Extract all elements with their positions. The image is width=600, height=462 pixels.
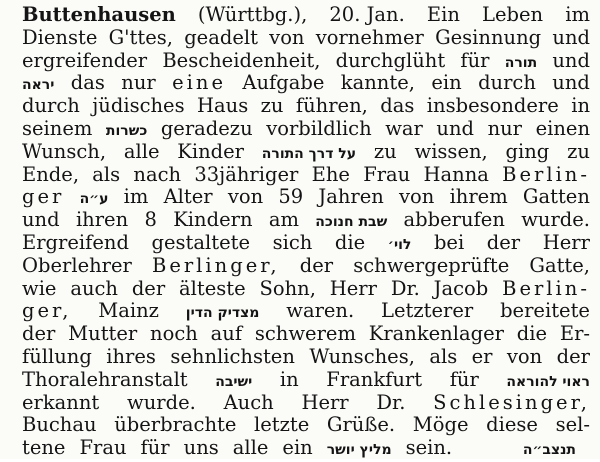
date: 20. Jan. xyxy=(329,3,405,26)
word: Ein xyxy=(426,3,460,26)
word: zu xyxy=(567,139,590,163)
word: 33jähriger xyxy=(194,162,299,186)
word: sehnlichsten xyxy=(170,344,295,368)
word: von xyxy=(399,185,435,209)
word: Jahren xyxy=(318,185,384,209)
name-emphasized: Schlesinger, xyxy=(433,390,590,414)
word: 8 xyxy=(144,208,157,232)
word: Er- xyxy=(559,322,590,346)
word: ein xyxy=(431,71,462,95)
word: tene xyxy=(22,436,66,460)
word: nur xyxy=(487,116,523,140)
word: Möge xyxy=(412,413,469,437)
emphasized-word: eine xyxy=(172,71,227,95)
hebrew-term: מצדיק הדין xyxy=(185,305,260,322)
text-line xyxy=(22,255,590,278)
word: uns xyxy=(183,436,219,460)
word: auf xyxy=(210,322,243,346)
word: Wunsch, xyxy=(22,139,107,163)
hebrew-term: על דרך התורה xyxy=(261,145,357,162)
hebrew-term: יראה xyxy=(22,77,55,94)
word: Kindern xyxy=(173,208,253,232)
word: Sohn, xyxy=(259,276,316,300)
name-emphasized: Berlin- xyxy=(502,276,590,300)
word: durch xyxy=(22,94,80,118)
word: war xyxy=(385,116,423,140)
word: Auch xyxy=(223,390,274,414)
word: zu xyxy=(260,94,284,118)
word: der xyxy=(486,230,521,254)
word: in xyxy=(279,367,299,391)
word: Grüße. xyxy=(326,413,396,437)
word: ein xyxy=(282,436,313,460)
word: Hanna xyxy=(423,162,489,186)
word: letzte xyxy=(254,413,310,437)
text-line xyxy=(22,323,590,346)
word: Gesinnung xyxy=(435,25,542,49)
word: waren. xyxy=(286,299,355,323)
word: er xyxy=(471,344,493,368)
word: vornehmer xyxy=(315,25,424,49)
text-line xyxy=(22,118,590,141)
word: jüdisches xyxy=(92,94,185,118)
word: Leben xyxy=(482,3,544,26)
word: 59 xyxy=(278,185,304,209)
hebrew-term: לוי׳ xyxy=(387,236,412,253)
region-name: (Württbg.), xyxy=(197,3,308,26)
text-line xyxy=(22,369,590,392)
word: wie xyxy=(22,276,57,300)
word: Oberlehrer xyxy=(22,253,132,277)
text-line xyxy=(22,414,590,437)
word: sel- xyxy=(555,413,590,437)
word: Frankfurt xyxy=(326,367,423,391)
hebrew-term: ראוי להוראה xyxy=(506,373,590,390)
word: schwerem xyxy=(254,322,356,346)
text-line xyxy=(22,209,590,232)
name-emphasized: ger xyxy=(22,185,65,209)
word: in xyxy=(571,94,590,118)
word: und xyxy=(552,71,590,95)
word: seinem xyxy=(22,116,93,140)
text-line xyxy=(22,300,590,323)
text-line xyxy=(22,392,590,415)
word: insbesondere xyxy=(426,94,559,118)
word: alle xyxy=(123,139,160,163)
place-name: Buttenhausen xyxy=(22,3,176,26)
word: ihres xyxy=(106,344,156,368)
word: das xyxy=(380,94,415,118)
word: Haus xyxy=(197,94,249,118)
word: Dienste xyxy=(22,25,98,49)
word: das xyxy=(70,71,105,95)
word: G'ttes, xyxy=(108,25,173,49)
word: Buchau xyxy=(22,413,97,437)
word: füllung xyxy=(22,344,92,368)
word: ging xyxy=(505,139,550,163)
word: und xyxy=(552,48,590,72)
word: Ende, xyxy=(22,162,80,186)
word: und xyxy=(22,208,60,232)
word: Herr xyxy=(301,390,349,414)
word: geradezu xyxy=(160,116,253,140)
word: Mutter xyxy=(68,322,138,346)
word: Bescheidenheit, xyxy=(162,48,321,72)
word: sich xyxy=(272,230,313,254)
word: noch xyxy=(150,322,198,346)
word: Kinder xyxy=(177,139,244,163)
word: sein. xyxy=(405,436,453,460)
word: diese xyxy=(486,413,538,437)
word: nach xyxy=(133,162,182,186)
word: der xyxy=(556,344,590,368)
text-line xyxy=(22,186,590,209)
text-line xyxy=(22,50,590,73)
word: wurde. xyxy=(521,208,590,232)
word: erkannt xyxy=(22,390,100,414)
hebrew-term: מליץ יושר xyxy=(326,442,392,459)
word: durchglüht xyxy=(335,48,446,72)
word: für xyxy=(460,48,490,72)
text-line xyxy=(22,164,590,187)
obituary-article xyxy=(22,4,590,460)
word: und xyxy=(552,25,590,49)
word: im xyxy=(123,185,149,209)
word: die xyxy=(516,322,548,346)
hebrew-term: ישיבה xyxy=(215,373,253,390)
word: Krankenlager xyxy=(368,322,504,346)
word: bereitete xyxy=(500,299,590,323)
hebrew-term: שבת חנוכה xyxy=(315,214,388,231)
name-emphasized: Berlinger, xyxy=(151,253,280,277)
word: nur xyxy=(121,71,156,95)
word: für xyxy=(449,367,479,391)
word: zu xyxy=(373,139,397,163)
word: wurde. xyxy=(127,390,196,414)
word: als xyxy=(429,344,458,368)
word: Ergreifend xyxy=(22,230,129,254)
word: Herr xyxy=(542,230,590,254)
word: Dr. xyxy=(390,276,420,300)
word: führen, xyxy=(295,94,368,118)
word: Gatte, xyxy=(529,253,590,277)
word: Ehe xyxy=(311,162,350,186)
word: wissen, xyxy=(414,139,488,163)
word: Alter xyxy=(163,185,213,209)
text-line xyxy=(22,232,590,255)
word: vorbildlich xyxy=(266,116,372,140)
word: von xyxy=(269,25,305,49)
word: abberufen xyxy=(403,208,505,232)
word: schwergeprüfte xyxy=(353,253,510,277)
word: am xyxy=(268,208,299,232)
word: kannte, xyxy=(340,71,415,95)
word: von xyxy=(506,344,543,368)
word: Herr xyxy=(329,276,377,300)
word: für xyxy=(140,436,170,460)
text-line xyxy=(22,27,590,50)
word: Jacob xyxy=(433,276,489,300)
word: Frau xyxy=(79,436,127,460)
word: auch xyxy=(70,276,118,300)
word: einen xyxy=(535,116,590,140)
word: gestaltete xyxy=(151,230,250,254)
word: alle xyxy=(232,436,269,460)
word: ihren xyxy=(75,208,129,232)
word: älteste xyxy=(179,276,246,300)
name-emphasized: ger, xyxy=(22,299,72,323)
word: Thoralehranstalt xyxy=(22,367,188,391)
hebrew-term: ע״ה xyxy=(79,191,109,208)
word: Frau xyxy=(363,162,411,186)
word: bei xyxy=(433,230,465,254)
word: die xyxy=(334,230,366,254)
word: überbrachte xyxy=(114,413,237,437)
text-line xyxy=(22,141,590,164)
word: geadelt xyxy=(184,25,258,49)
text-line xyxy=(22,95,590,118)
word: Dr. xyxy=(376,390,406,414)
word: ihrem xyxy=(449,185,508,209)
word: als xyxy=(92,162,121,186)
text-line xyxy=(22,437,590,460)
word: Letzterer xyxy=(381,299,474,323)
word: der xyxy=(22,322,56,346)
word: Wunsches, xyxy=(309,344,415,368)
word: Aufgabe xyxy=(242,71,325,95)
word: der xyxy=(299,253,334,277)
text-line xyxy=(22,4,590,27)
word: und xyxy=(436,116,475,140)
word: ergreifender xyxy=(22,48,148,72)
word: von xyxy=(227,185,264,209)
word: durch xyxy=(478,71,536,95)
text-line xyxy=(22,72,590,95)
text-line xyxy=(22,278,590,301)
text-line xyxy=(22,346,590,369)
name-emphasized: Berlin- xyxy=(502,162,590,186)
word: der xyxy=(131,276,166,300)
hebrew-term: כשרות xyxy=(105,122,148,139)
word: Gatten xyxy=(522,185,590,209)
word: im xyxy=(565,3,590,26)
hebrew-closing-formula: תנצב״ה xyxy=(522,442,576,459)
word: Mainz xyxy=(98,299,159,323)
hebrew-term: תורה xyxy=(504,54,538,71)
